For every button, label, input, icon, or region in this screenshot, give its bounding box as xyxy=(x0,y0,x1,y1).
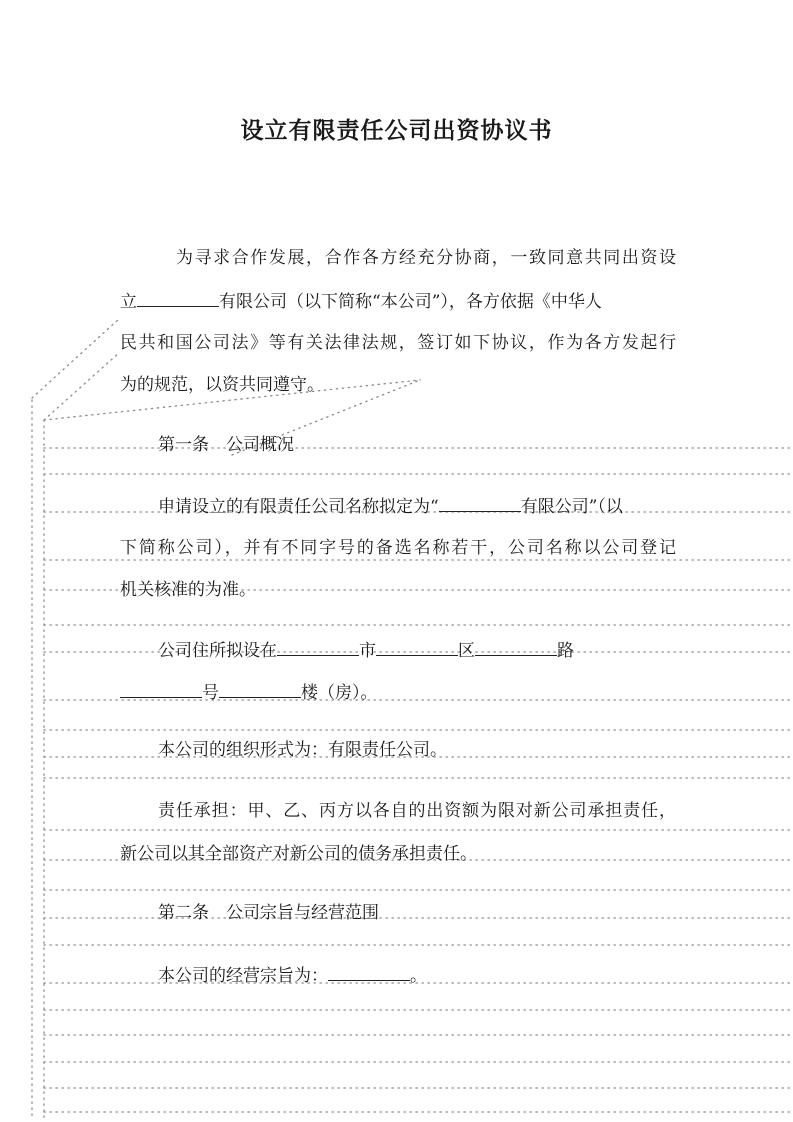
road-blank[interactable] xyxy=(475,637,557,656)
business-purpose-text: 本公司的经营宗旨为： xyxy=(158,966,328,986)
company-name-blank[interactable] xyxy=(137,288,219,307)
address-line-2 xyxy=(120,679,378,705)
city-blank[interactable] xyxy=(277,637,359,656)
proposed-name-blank[interactable] xyxy=(439,493,521,512)
business-purpose-blank[interactable] xyxy=(328,962,410,981)
company-name-line-1 xyxy=(158,493,623,519)
floor-blank[interactable] xyxy=(219,679,301,698)
intro-line-2-start: 立 xyxy=(120,292,137,312)
business-purpose-end: 。 xyxy=(410,966,427,986)
company-name-text-start: 申请设立的有限责任公司名称拟定为“ xyxy=(158,497,439,517)
company-name-line-2: 下简称公司），并有不同字号的备选名称若干，公司名称以公司登记 xyxy=(120,538,676,558)
article-1-heading: 第一条 公司概况 xyxy=(158,435,294,455)
liability-line-2: 新公司以其全部资产对新公司的债务承担责任。 xyxy=(120,844,477,864)
intro-line-4: 为的规范，以资共同遵守。 xyxy=(120,375,324,395)
business-purpose-line xyxy=(158,962,427,988)
address-text-start: 公司住所拟设在 xyxy=(158,641,277,661)
liability-line-1: 责任承担：甲、乙、丙方以各自的出资额为限对新公司承担责任， xyxy=(158,801,676,821)
organization-form: 本公司的组织形式为：有限责任公司。 xyxy=(158,740,447,760)
number-blank[interactable] xyxy=(120,679,202,698)
district-label: 区 xyxy=(458,641,475,661)
diagonal-guide xyxy=(32,318,120,398)
company-name-text-end: 有限公司”（以 xyxy=(520,497,623,517)
address-line-1 xyxy=(158,637,574,663)
intro-line-3: 民共和国公司法》等有关法律法规，签订如下协议，作为各方发起行 xyxy=(120,333,676,353)
road-label: 路 xyxy=(557,641,574,661)
intro-line-2 xyxy=(120,288,602,314)
article-2-heading: 第二条 公司宗旨与经营范围 xyxy=(158,903,379,923)
company-name-line-3: 机关核准的为准。 xyxy=(120,580,256,600)
city-label: 市 xyxy=(359,641,376,661)
district-blank[interactable] xyxy=(376,637,458,656)
diagonal-guide xyxy=(44,352,120,420)
number-label: 号 xyxy=(202,683,219,703)
intro-line-2-end: 有限公司（以下简称“本公司”），各方依据《中华人 xyxy=(219,292,602,312)
intro-line-1: 为寻求合作发展，合作各方经充分协商，一致同意共同出资设 xyxy=(176,248,676,268)
floor-label: 楼（房）。 xyxy=(301,683,378,703)
document-title: 设立有限责任公司出资协议书 xyxy=(240,117,553,144)
